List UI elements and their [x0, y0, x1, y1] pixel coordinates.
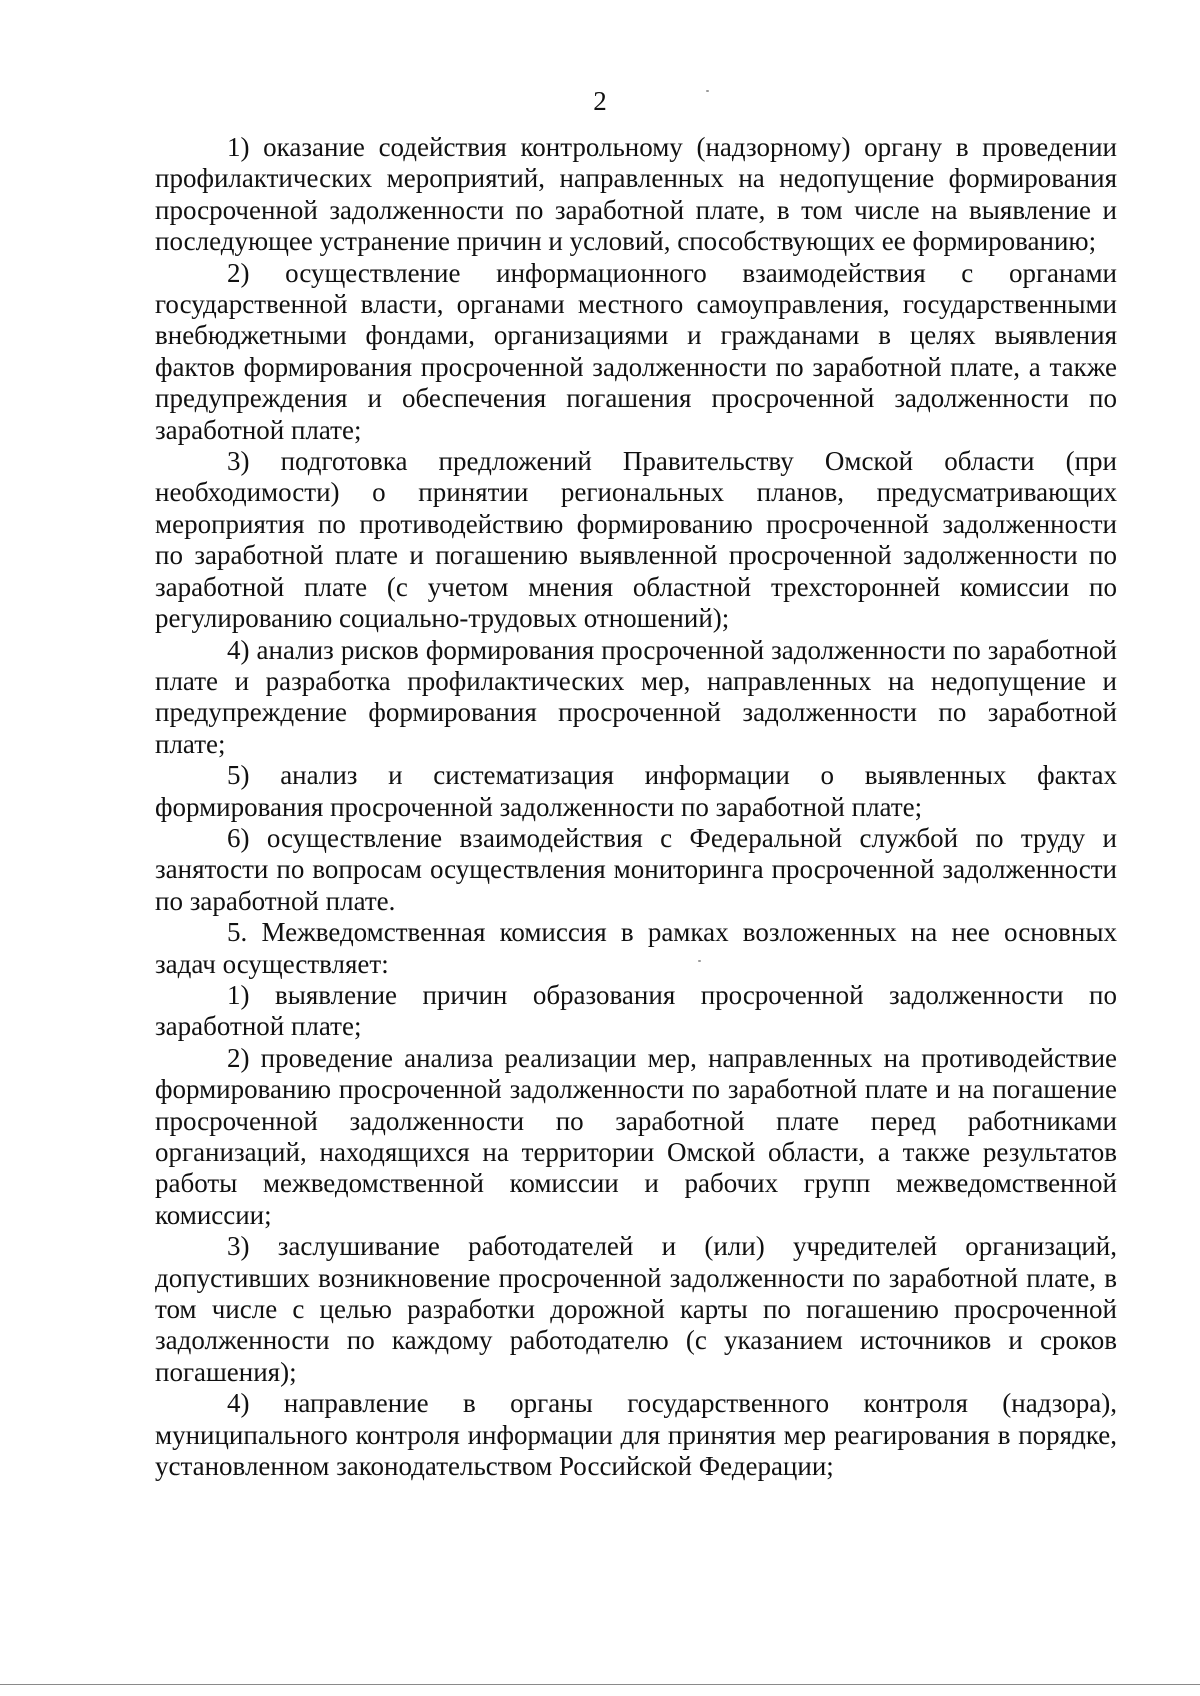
document-body [155, 132, 1117, 1482]
paragraph-1-3: 3) подготовка предложений Правительству Омской области (при необходимости) о принятии региональных планов, предусматривающих мероприятия по противодействию формированию просроченной задолженности по заработной плате и погашению выявленной просроченной задолженности по заработной плате (с учетом мнения областной трехсторонней комиссии по регулированию социально-трудовых отношений); [155, 446, 1117, 634]
scan-edge-line [0, 1684, 1200, 1685]
paragraph-1-4: 4) анализ рисков формирования просроченной задолженности по заработной плате и разработка профилактических мер, направленных на недопущение и предупреждение формирования просроченной задолженности по заработной плате; [155, 634, 1117, 759]
page-number: 2 [593, 86, 607, 116]
paragraph-5-2: 2) проведение анализа реализации мер, направленных на противодействие формированию просроченной задолженности по заработной плате и на погашение просроченной задолженности по заработной плате перед работниками организаций, находящихся на территории Омской области, а также результатов работы межведомственной комиссии и рабочих групп межведомственной комиссии; [155, 1042, 1117, 1230]
scan-speck [698, 960, 701, 962]
paragraph-1-6: 6) осуществление взаимодействия с Федеральной службой по труду и занятости по вопросам осуществления мониторинга просроченной задолженности по заработной плате. [155, 822, 1117, 916]
section-5-heading: 5. Межведомственная комиссия в рамках возложенных на нее основных задач осуществляет: [155, 917, 1117, 979]
scan-speck [706, 90, 709, 92]
paragraph-5-4: 4) направление в органы государственного контроля (надзора), муниципального контроля информации для принятия мер реагирования в порядке, установленном законодательством Российской Федерации; [155, 1388, 1117, 1482]
paragraph-1-2: 2) осуществление информационного взаимодействия с органами государственной власти, органами местного самоуправления, государственными внебюджетными фондами, организациями и гражданами в целях выявления фактов формирования просроченной задолженности по заработной плате, а также предупреждения и обеспечения погашения просроченной задолженности по заработной плате; [155, 257, 1117, 445]
paragraph-5-3: 3) заслушивание работодателей и (или) учредителей организаций, допустивших возникновение просроченной задолженности по заработной плате, в том числе с целью разработки дорожной карты по погашению просроченной задолженности по каждому работодателю (с указанием источников и сроков погашения); [155, 1231, 1117, 1387]
paragraph-5-1: 1) выявление причин образования просроченной задолженности по заработной плате; [155, 979, 1117, 1042]
paragraph-1-1: 1) оказание содействия контрольному (надзорному) органу в проведении профилактических мероприятий, направленных на недопущение формирования просроченной задолженности по заработной плате, в том числе на выявление и последующее устранение причин и условий, способствующих ее формированию; [155, 132, 1117, 257]
paragraph-1-5: 5) анализ и систематизация информации о выявленных фактах формирования просроченной задолженности по заработной плате; [155, 760, 1117, 822]
